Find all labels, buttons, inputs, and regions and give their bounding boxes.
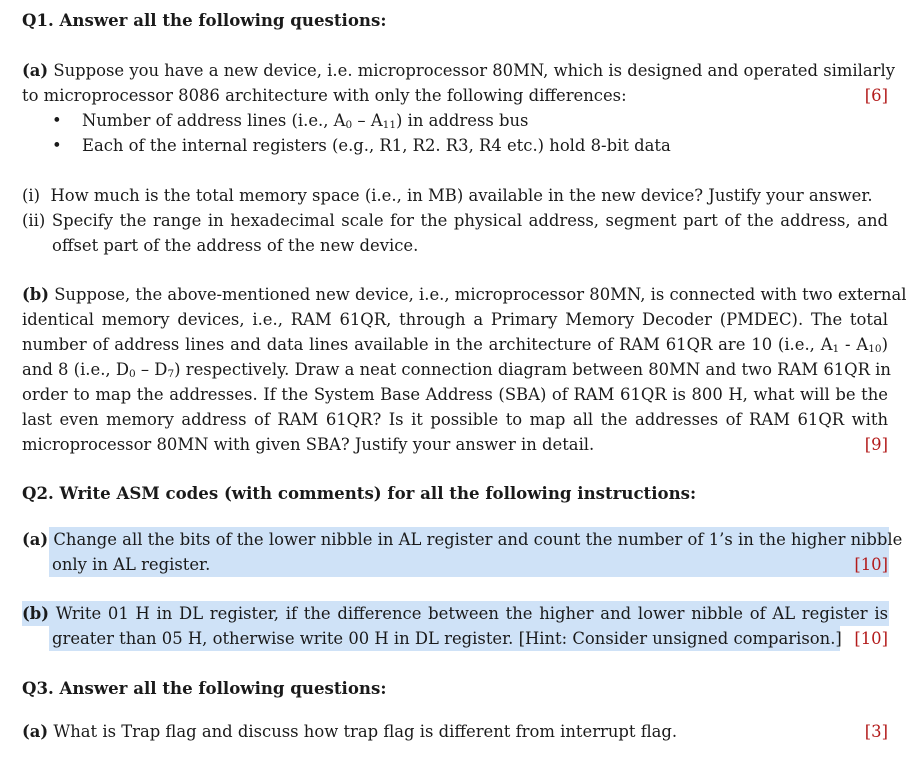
q1a-line1: (a) Suppose you have a new device, i.e. microprocessor 80MN, which is designed and operated similarly — [22, 61, 895, 80]
q1b-line4: and 8 (i.e., D0 – D7) respectively. Draw a neat connection diagram between 80MN and two RAM 61QR in — [22, 360, 891, 380]
q2b-line2: greater than 05 H, otherwise write 00 H in DL register. [Hint: Consider unsigned comparison.] — [52, 629, 842, 648]
bullet-icon: • — [52, 136, 62, 155]
q2a-marks: [10] — [854, 555, 888, 574]
q1a-sub-i: (i) How much is the total memory space (i.e., in MB) available in the new device? Justify your answer. — [22, 186, 873, 205]
q3a-line1: (a) What is Trap flag and discuss how trap flag is different from interrupt flag. — [22, 722, 678, 741]
q1a-line2: to microprocessor 8086 architecture with only the following differences: — [22, 86, 627, 105]
q2a-label: (a) — [22, 530, 49, 549]
q2a-line2: only in AL register. — [52, 555, 211, 574]
q2b-label: (b) — [22, 604, 49, 623]
q1b-line3: number of address lines and data lines available in the architecture of RAM 61QR are 10 (i.e., A1 - A10) — [22, 335, 889, 355]
q1a-marks: [6] — [864, 86, 888, 105]
q1b-line6: last even memory address of RAM 61QR? Is it possible to map all the addresses of RAM 61QR with — [22, 410, 888, 429]
q1b-label: (b) — [22, 285, 49, 304]
bullet-icon: • — [52, 111, 62, 130]
q1a-bullet1: Number of address lines (i.e., A0 – A11) in address bus — [82, 111, 529, 131]
q2-heading: Q2. Write ASM codes (with comments) for all the following instructions: — [22, 483, 697, 503]
q3a-marks: [3] — [864, 722, 888, 741]
q3-heading: Q3. Answer all the following questions: — [22, 678, 387, 698]
q1b-marks: [9] — [864, 435, 888, 454]
q2b-line1: (b) Write 01 H in DL register, if the difference between the higher and lower nibble of AL register is — [22, 604, 888, 623]
q1a-sub-ii-line2: offset part of the address of the new device. — [52, 236, 419, 255]
q1a-label: (a) — [22, 61, 49, 80]
q1b-line7: microprocessor 80MN with given SBA? Justify your answer in detail. — [22, 435, 595, 454]
q1-heading: Q1. Answer all the following questions: — [22, 10, 387, 30]
q2a-line1: (a) Change all the bits of the lower nibble in AL register and count the number of 1’s in the higher nibble — [22, 530, 903, 549]
q1b-line2: identical memory devices, i.e., RAM 61QR, through a Primary Memory Decoder (PMDEC). The total — [22, 310, 888, 329]
q2b-marks: [10] — [854, 629, 888, 648]
q1b-line5: order to map the addresses. If the System Base Address (SBA) of RAM 61QR is 800 H, what will be the — [22, 385, 888, 404]
q1a-bullet2: Each of the internal registers (e.g., R1, R2. R3, R4 etc.) hold 8-bit data — [82, 136, 671, 155]
q1b-line1: (b) Suppose, the above-mentioned new device, i.e., microprocessor 80MN, is connected with two external — [22, 285, 907, 304]
q3a-label: (a) — [22, 722, 49, 741]
q1a-sub-ii-line1: (ii) Specify the range in hexadecimal scale for the physical address, segment part of the address, and — [22, 211, 888, 230]
